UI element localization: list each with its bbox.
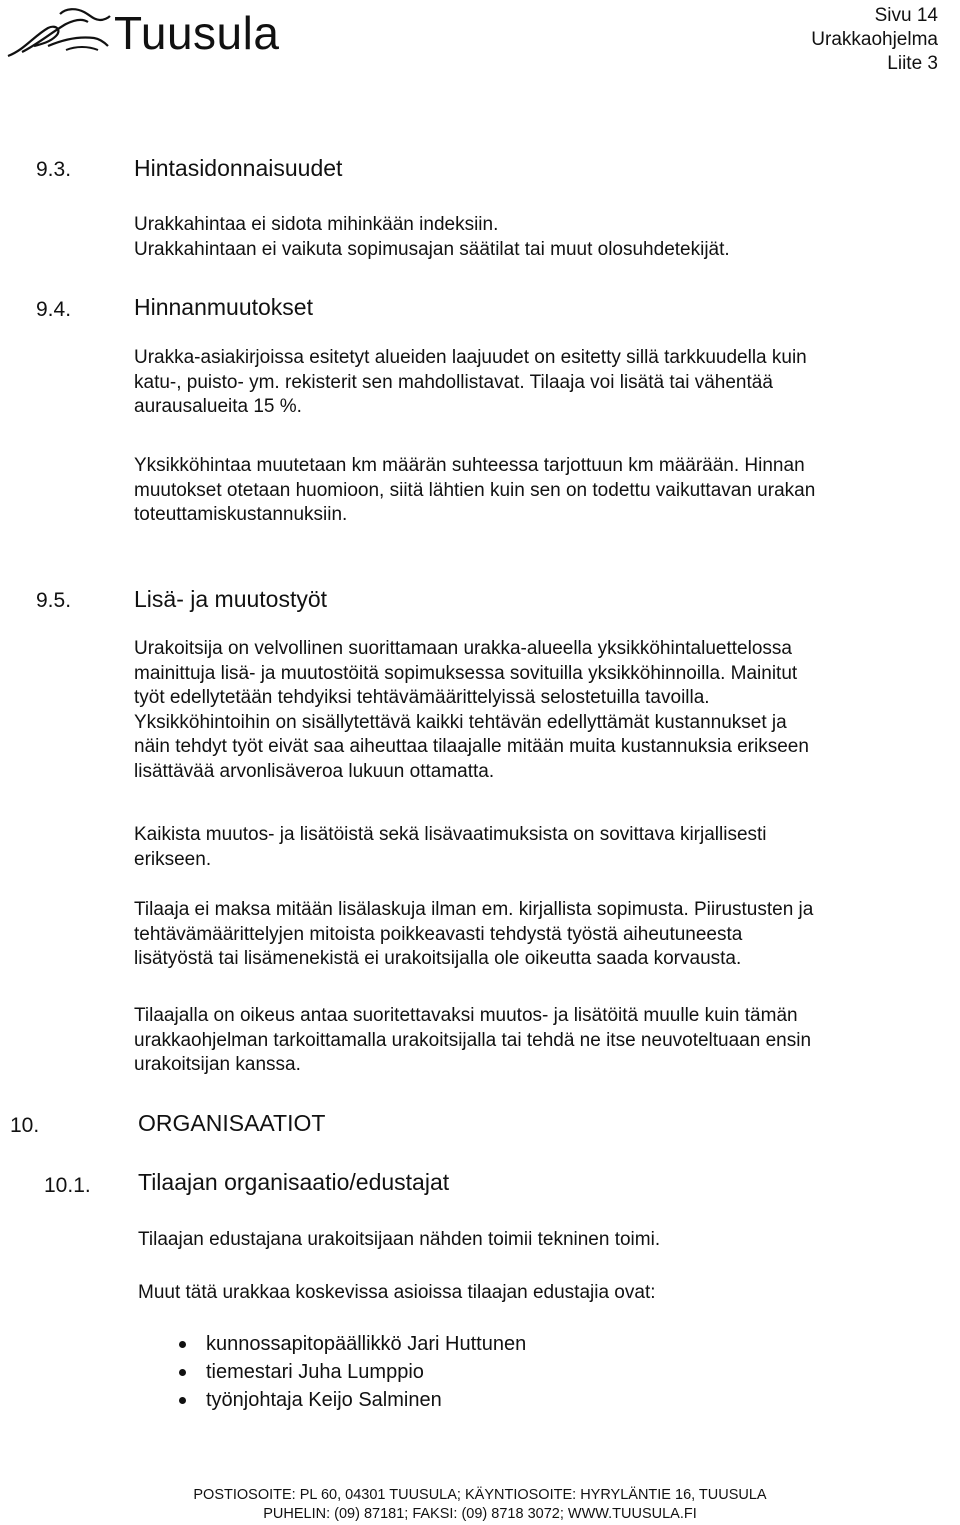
paragraph-line: urakkaohjelman tarkoittamalla urakoitsijalla tai tehdä ne itse neuvoteltuaan ensin bbox=[134, 1029, 812, 1051]
bullet-icon bbox=[179, 1341, 186, 1348]
section-number: 10.1. bbox=[44, 1174, 91, 1197]
bullet-icon bbox=[179, 1369, 186, 1376]
page-header-info bbox=[811, 4, 938, 76]
list-item bbox=[170, 1330, 526, 1358]
paragraph-line: Urakoitsija on velvollinen suorittamaan urakka-alueella yksikköhintaluettelossa bbox=[134, 638, 792, 659]
section-heading: Lisä- ja muutostyöt bbox=[134, 586, 328, 612]
section-heading: Tilaajan organisaatio/edustajat bbox=[138, 1169, 450, 1195]
list-item-text: tiemestari Juha Lumppio bbox=[206, 1361, 424, 1383]
representative-list bbox=[170, 1330, 526, 1414]
list-item bbox=[170, 1386, 526, 1414]
paragraph-line: näin tehdyt työt eivät saa aiheuttaa tilaajalle mitään muita kustannuksia erikseen bbox=[134, 736, 809, 757]
paragraph-line: Yksikköhintaa muutetaan km määrän suhteessa tarjottuun km määrään. Hinnan bbox=[134, 455, 805, 476]
paragraph bbox=[134, 1004, 954, 1078]
attachment-label: Liite 3 bbox=[887, 53, 938, 74]
paragraph bbox=[134, 898, 954, 972]
list-item-text: työnjohtaja Keijo Salminen bbox=[206, 1389, 442, 1411]
section-heading: Hintasidonnaisuudet bbox=[134, 155, 343, 181]
section-number: 9.5. bbox=[36, 589, 72, 612]
paragraph-line: työt edellytetään tehdyiksi tehtävämäärittelyissä selostetuilla tavoilla. bbox=[134, 687, 710, 708]
paragraph bbox=[134, 346, 954, 420]
paragraph-line: lisättävää arvonlisäveroa lukuun ottamatta. bbox=[134, 760, 495, 782]
section-heading: ORGANISAATIOT bbox=[138, 1110, 326, 1136]
list-item-text: kunnossapitopäällikkö Jari Huttunen bbox=[206, 1333, 527, 1355]
paragraph bbox=[134, 454, 954, 528]
logo-emblem-icon bbox=[4, 6, 114, 62]
paragraph-line: Urakkahintaan ei vaikuta sopimusajan säätilat tai muut olosuhdetekijät. bbox=[134, 238, 730, 260]
paragraph-line: Urakkahintaa ei sidota mihinkään indeksiin. bbox=[134, 214, 499, 235]
paragraph bbox=[134, 637, 954, 784]
document-title: Urakkaohjelma bbox=[811, 29, 938, 50]
paragraph-line: aurausalueita 15 %. bbox=[134, 396, 302, 417]
paragraph-line: Urakka-asiakirjoissa esitetyt alueiden laajuudet on esitetty sillä tarkkuudella kuin bbox=[134, 347, 807, 368]
section-number: 9.4. bbox=[36, 298, 72, 321]
paragraph-line: katu-, puisto- ym. rekisterit sen mahdollistavat. Tilaaja voi lisätä tai vähentää bbox=[134, 371, 773, 393]
paragraph-line: muutokset otetaan huomioon, siitä lähtien kuin sen on todettu vaikuttavan urakan bbox=[134, 479, 816, 501]
logo-text: Tuusula bbox=[114, 7, 280, 59]
footer-contact: PUHELIN: (09) 87181; FAKSI: (09) 8718 3072; WWW.TUUSULA.FI bbox=[263, 1506, 697, 1522]
list-item bbox=[170, 1358, 526, 1386]
section-number: 9.3. bbox=[36, 158, 72, 181]
paragraph-line: erikseen. bbox=[134, 848, 212, 870]
page-number: Sivu 14 bbox=[874, 5, 938, 26]
paragraph-line: tehtävämäärittelyjen mitoista poikkeavasti tehdystä työstä aiheutuneesta bbox=[134, 923, 743, 945]
paragraph bbox=[134, 823, 954, 872]
paragraph bbox=[138, 1228, 958, 1253]
paragraph-line: lisätyöstä tai lisämenekistä ei urakoitsijalla ole oikeutta saada korvausta. bbox=[134, 948, 742, 969]
paragraph-line: mainittuja lisä- ja muutostöitä sopimuksessa sovituilla yksikköhinnoilla. Mainitut bbox=[134, 662, 798, 684]
paragraph-line: Tilaajan edustajana urakoitsijaan nähden toimii tekninen toimi. bbox=[138, 1229, 661, 1250]
bullet-icon bbox=[179, 1397, 186, 1404]
paragraph-line: Kaikista muutos- ja lisätöistä sekä lisävaatimuksista on sovittava kirjallisesti bbox=[134, 824, 767, 845]
paragraph-line: urakoitsijan kanssa. bbox=[134, 1054, 301, 1075]
paragraph-line: Muut tätä urakkaa koskevissa asioissa tilaajan edustajia ovat: bbox=[138, 1282, 656, 1303]
tuusula-logo bbox=[4, 6, 304, 66]
paragraph bbox=[134, 213, 954, 262]
paragraph-line: Tilaaja ei maksa mitään lisälaskuja ilman em. kirjallista sopimusta. Piirustusten ja bbox=[134, 899, 814, 920]
footer-address: POSTIOSOITE: PL 60, 04301 TUUSULA; KÄYNTIOSOITE: HYRYLÄNTIE 16, TUUSULA bbox=[193, 1487, 767, 1503]
paragraph-line: toteuttamiskustannuksiin. bbox=[134, 504, 348, 525]
paragraph-line: Tilaajalla on oikeus antaa suoritettavaksi muutos- ja lisätöitä muulle kuin tämän bbox=[134, 1005, 798, 1026]
paragraph bbox=[138, 1281, 958, 1306]
section-number: 10. bbox=[10, 1114, 40, 1137]
page-footer bbox=[0, 1486, 960, 1524]
paragraph-line: Yksikköhintoihin on sisällytettävä kaikki tehtävän edellyttämät kustannukset ja bbox=[134, 711, 787, 733]
section-heading: Hinnanmuutokset bbox=[134, 294, 313, 320]
